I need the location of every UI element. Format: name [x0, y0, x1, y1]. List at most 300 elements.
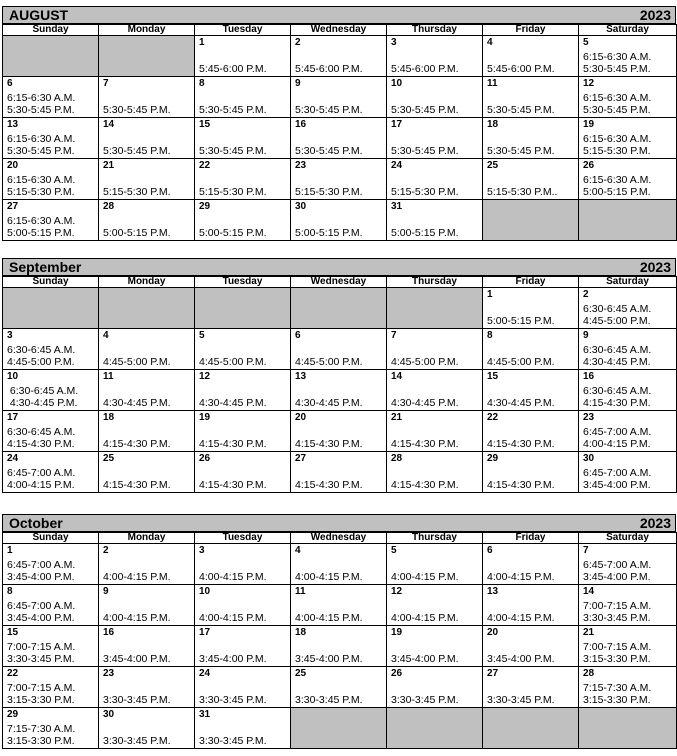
- time-slot: 4:00-4:15 P.M.: [295, 571, 363, 583]
- week-row: [3, 288, 677, 329]
- time-slots: [199, 438, 289, 450]
- time-slots: [295, 438, 385, 450]
- day-number: 5: [583, 37, 589, 48]
- day-cell: [195, 200, 291, 241]
- day-cell: [483, 118, 579, 159]
- day-number: 15: [7, 627, 19, 638]
- day-number: 26: [583, 160, 595, 171]
- time-slot: 3:30-3:45 P.M.: [487, 694, 555, 706]
- day-cell: [291, 411, 387, 452]
- time-slots: [391, 438, 481, 450]
- time-slots: [295, 356, 385, 368]
- time-slots: [391, 186, 481, 198]
- time-slot: 4:15-4:30 P.M.: [295, 438, 363, 450]
- time-slot: 4:00-4:15 P.M.: [7, 479, 75, 491]
- weekday-label: Thursday: [387, 533, 483, 544]
- time-slots: [103, 735, 193, 747]
- time-slot: 3:30-3:45 P.M.: [199, 735, 267, 747]
- day-number: 15: [487, 371, 499, 382]
- day-cell: [387, 36, 483, 77]
- day-cell: [3, 585, 99, 626]
- day-number: 8: [199, 78, 205, 89]
- day-number: 12: [583, 78, 595, 89]
- day-cell: [291, 77, 387, 118]
- week-row: [3, 77, 677, 118]
- time-slot: 5:00-5:15 P.M.: [295, 227, 363, 239]
- day-cell: [291, 626, 387, 667]
- day-number: 18: [103, 412, 115, 423]
- week-row: [3, 118, 677, 159]
- time-slot: 4:15-4:30 P.M.: [199, 479, 267, 491]
- day-cell: [195, 626, 291, 667]
- day-number: 21: [103, 160, 115, 171]
- day-cell: [387, 77, 483, 118]
- time-slots: [199, 571, 289, 583]
- time-slot: 3:45-4:00 P.M.: [295, 653, 363, 665]
- time-slots: [583, 174, 675, 198]
- empty-day-cell: [195, 288, 291, 329]
- time-slots: [487, 104, 577, 116]
- day-cell: [195, 544, 291, 585]
- day-cell: [387, 329, 483, 370]
- day-number: 4: [295, 545, 301, 556]
- time-slot: 5:30-5:45 P.M.: [487, 145, 555, 157]
- day-number: 22: [487, 412, 499, 423]
- time-slot: 6:15-6:30 A.M.: [583, 133, 652, 145]
- week-row: [3, 329, 677, 370]
- week-row: [3, 544, 677, 585]
- time-slots: [583, 385, 675, 409]
- time-slot: 4:00-4:15 P.M.: [199, 571, 267, 583]
- time-slots: [103, 694, 193, 706]
- day-cell: [483, 544, 579, 585]
- time-slots: [103, 612, 193, 624]
- day-number: 9: [295, 78, 301, 89]
- week-row: [3, 708, 677, 749]
- month-block: [2, 258, 676, 493]
- month-grid: [2, 24, 677, 241]
- time-slots: [7, 723, 97, 747]
- time-slots: [487, 63, 577, 75]
- day-number: 2: [583, 289, 589, 300]
- day-number: 13: [295, 371, 307, 382]
- time-slots: [7, 559, 97, 583]
- time-slot: 5:15-5:30 P.M.: [103, 186, 171, 198]
- empty-day-cell: [99, 288, 195, 329]
- time-slots: [487, 186, 577, 198]
- time-slot: 4:00-4:15 P.M.: [199, 612, 267, 624]
- day-cell: [387, 370, 483, 411]
- day-cell: [99, 667, 195, 708]
- time-slots: [391, 145, 481, 157]
- time-slot: 6:15-6:30 A.M.: [7, 215, 76, 227]
- day-number: 19: [583, 119, 595, 130]
- day-number: 28: [583, 668, 595, 679]
- day-cell: [387, 200, 483, 241]
- empty-day-cell: [291, 288, 387, 329]
- time-slots: [103, 145, 193, 157]
- time-slot: 5:00-5:15 P.M.: [7, 227, 75, 239]
- time-slots: [199, 612, 289, 624]
- time-slots: [487, 612, 577, 624]
- weekday-label: Friday: [483, 25, 579, 36]
- day-cell: [3, 544, 99, 585]
- time-slot: 4:00-4:15 P.M.: [295, 612, 363, 624]
- month-grid: [2, 532, 677, 749]
- day-cell: [387, 667, 483, 708]
- day-cell: [291, 329, 387, 370]
- time-slots: [583, 467, 675, 491]
- time-slot: 4:00-4:15 P.M.: [583, 438, 651, 450]
- day-number: 1: [487, 289, 493, 300]
- day-number: 14: [103, 119, 115, 130]
- time-slots: [7, 426, 97, 450]
- day-number: 7: [391, 330, 397, 341]
- time-slots: [391, 612, 481, 624]
- time-slots: [103, 356, 193, 368]
- time-slots: [199, 653, 289, 665]
- day-cell: [3, 452, 99, 493]
- day-cell: [483, 77, 579, 118]
- time-slots: [487, 438, 577, 450]
- day-number: 1: [199, 37, 205, 48]
- time-slots: [295, 63, 385, 75]
- day-cell: [291, 544, 387, 585]
- day-number: 29: [7, 709, 19, 720]
- time-slots: [295, 571, 385, 583]
- time-slot: 3:15-3:30 P.M.: [583, 653, 651, 665]
- day-cell: [99, 118, 195, 159]
- day-number: 29: [199, 201, 211, 212]
- time-slot: 6:30-6:45 A.M.: [583, 303, 652, 315]
- day-number: 15: [199, 119, 211, 130]
- day-cell: [579, 118, 677, 159]
- day-cell: [195, 585, 291, 626]
- day-number: 26: [391, 668, 403, 679]
- day-cell: [195, 411, 291, 452]
- time-slot: 6:30-6:45 A.M.: [7, 426, 76, 438]
- week-row: [3, 585, 677, 626]
- day-cell: [579, 329, 677, 370]
- time-slot: 7:00-7:15 A.M.: [583, 600, 652, 612]
- week-row: [3, 411, 677, 452]
- day-number: 11: [295, 586, 306, 597]
- day-cell: [579, 626, 677, 667]
- time-slot: 4:15-4:30 P.M.: [103, 438, 171, 450]
- day-number: 17: [391, 119, 403, 130]
- day-number: 19: [391, 627, 403, 638]
- time-slots: [199, 227, 289, 239]
- day-number: 5: [199, 330, 205, 341]
- time-slot: 4:15-4:30 P.M.: [487, 479, 555, 491]
- time-slot: 5:15-5:30 P.M.: [391, 186, 459, 198]
- time-slots: [487, 571, 577, 583]
- time-slot: 4:15-4:30 P.M.: [391, 479, 459, 491]
- time-slots: [391, 63, 481, 75]
- day-cell: [99, 585, 195, 626]
- day-cell: [291, 118, 387, 159]
- month-year: 2023: [639, 7, 671, 23]
- time-slot: 3:15-3:30 P.M.: [7, 735, 75, 747]
- day-cell: [3, 411, 99, 452]
- time-slot: 5:00-5:15 P.M.: [487, 315, 555, 327]
- day-cell: [387, 544, 483, 585]
- time-slot: 5:45-6:00 P.M.: [199, 63, 267, 75]
- day-cell: [195, 118, 291, 159]
- day-cell: [483, 329, 579, 370]
- time-slot: 5:30-5:45 P.M.: [199, 104, 267, 116]
- week-row: [3, 667, 677, 708]
- day-number: 17: [7, 412, 19, 423]
- weekday-label: Friday: [483, 533, 579, 544]
- day-cell: [195, 667, 291, 708]
- time-slot: 5:00-5:15 P.M.: [103, 227, 171, 239]
- day-cell: [3, 77, 99, 118]
- day-number: 24: [7, 453, 19, 464]
- time-slot: 5:00-5:15 P.M.: [199, 227, 267, 239]
- empty-day-cell: [387, 708, 483, 749]
- time-slot: 3:45-4:00 P.M.: [7, 612, 75, 624]
- day-cell: [3, 329, 99, 370]
- time-slots: [391, 397, 481, 409]
- time-slot: 4:30-4:45 P.M.: [295, 397, 363, 409]
- time-slots: [103, 186, 193, 198]
- weekday-label: Friday: [483, 277, 579, 288]
- day-cell: [99, 452, 195, 493]
- time-slots: [487, 653, 577, 665]
- time-slot: 7:00-7:15 A.M.: [7, 682, 76, 694]
- time-slot: 7:15-7:30 A.M.: [7, 723, 76, 735]
- time-slot: 6:30-6:45 A.M.: [7, 344, 76, 356]
- day-cell: [579, 159, 677, 200]
- month-grid: [2, 276, 677, 493]
- time-slot: 4:00-4:15 P.M.: [391, 612, 459, 624]
- day-cell: [99, 411, 195, 452]
- day-number: 16: [295, 119, 307, 130]
- time-slots: [487, 145, 577, 157]
- time-slots: [487, 694, 577, 706]
- time-slot: 3:30-3:45 P.M.: [199, 694, 267, 706]
- time-slots: [583, 133, 675, 157]
- weekday-label: Tuesday: [195, 533, 291, 544]
- weekday-label: Wednesday: [291, 533, 387, 544]
- time-slots: [487, 315, 577, 327]
- time-slot: 5:15-5:30 P.M.: [7, 186, 75, 198]
- month-year: 2023: [639, 515, 671, 531]
- time-slot: 3:45-4:00 P.M.: [391, 653, 459, 665]
- time-slot: 4:45-5:00 P.M.: [295, 356, 363, 368]
- time-slot: 6:15-6:30 A.M.: [583, 174, 652, 186]
- time-slots: [103, 653, 193, 665]
- time-slots: [199, 694, 289, 706]
- time-slot: 6:15-6:30 A.M.: [583, 92, 652, 104]
- day-number: 27: [295, 453, 307, 464]
- time-slots: [103, 104, 193, 116]
- day-cell: [195, 452, 291, 493]
- time-slot: 4:00-4:15 P.M.: [103, 612, 171, 624]
- time-slots: [7, 133, 97, 157]
- time-slot: 6:30-6:45 A.M.: [583, 344, 652, 356]
- weekday-label: Sunday: [3, 533, 99, 544]
- time-slots: [7, 467, 97, 491]
- time-slot: 3:30-3:45 P.M.: [295, 694, 363, 706]
- time-slots: [7, 92, 97, 116]
- day-number: 28: [103, 201, 115, 212]
- time-slot: 5:30-5:45 P.M.: [199, 145, 267, 157]
- day-cell: [387, 118, 483, 159]
- day-number: 7: [103, 78, 109, 89]
- time-slot: 5:30-5:45 P.M.: [295, 145, 363, 157]
- day-cell: [291, 452, 387, 493]
- day-number: 18: [487, 119, 499, 130]
- time-slots: [199, 186, 289, 198]
- day-cell: [195, 159, 291, 200]
- time-slot: 6:45-7:00 A.M.: [7, 600, 76, 612]
- day-number: 13: [7, 119, 19, 130]
- time-slot: 5:30-5:45 P.M.: [7, 104, 75, 116]
- day-cell: [99, 370, 195, 411]
- time-slot: 6:45-7:00 A.M.: [7, 467, 76, 479]
- time-slot: 4:45-5:00 P.M.: [199, 356, 267, 368]
- time-slots: [295, 694, 385, 706]
- day-cell: [291, 667, 387, 708]
- day-cell: [387, 159, 483, 200]
- month-header: [2, 514, 676, 532]
- time-slot: 3:45-4:00 P.M.: [7, 571, 75, 583]
- weekday-label: Wednesday: [291, 277, 387, 288]
- time-slot: 5:15-5:30 P.M.: [199, 186, 267, 198]
- time-slots: [583, 559, 675, 583]
- time-slot: 6:15-6:30 A.M.: [7, 174, 76, 186]
- time-slot: 5:15-5:30 P.M.: [583, 145, 651, 157]
- day-number: 18: [295, 627, 307, 638]
- time-slot: 4:45-5:00 P.M.: [103, 356, 171, 368]
- day-cell: [195, 329, 291, 370]
- empty-day-cell: [483, 708, 579, 749]
- day-cell: [99, 77, 195, 118]
- time-slot: 4:45-5:00 P.M.: [583, 315, 651, 327]
- day-number: 19: [199, 412, 211, 423]
- time-slots: [199, 63, 289, 75]
- day-number: 31: [199, 709, 211, 720]
- time-slot: 4:30-4:45 P.M.: [7, 397, 78, 409]
- day-number: 23: [583, 412, 595, 423]
- time-slot: 4:00-4:15 P.M.: [103, 571, 171, 583]
- time-slot: 4:15-4:30 P.M.: [487, 438, 555, 450]
- day-cell: [195, 708, 291, 749]
- day-cell: [291, 36, 387, 77]
- day-number: 3: [7, 330, 13, 341]
- weekday-label: Saturday: [579, 533, 677, 544]
- day-cell: [483, 288, 579, 329]
- time-slots: [295, 653, 385, 665]
- time-slot: 3:45-4:00 P.M.: [583, 479, 651, 491]
- week-row: [3, 200, 677, 241]
- time-slot: 4:15-4:30 P.M.: [583, 397, 651, 409]
- weekday-label: Sunday: [3, 25, 99, 36]
- day-number: 27: [7, 201, 19, 212]
- day-cell: [3, 200, 99, 241]
- month-header: [2, 6, 676, 24]
- time-slots: [7, 385, 97, 409]
- day-number: 25: [487, 160, 499, 171]
- day-number: 25: [295, 668, 307, 679]
- time-slot: 4:30-4:45 P.M.: [103, 397, 171, 409]
- empty-day-cell: [387, 288, 483, 329]
- time-slots: [583, 51, 675, 75]
- time-slot: 3:30-3:45 P.M.: [103, 735, 171, 747]
- day-number: 10: [199, 586, 211, 597]
- time-slots: [583, 426, 675, 450]
- time-slot: 7:15-7:30 A.M.: [583, 682, 652, 694]
- time-slot: 6:45-7:00 A.M.: [583, 559, 652, 571]
- time-slot: 5:30-5:45 P.M.: [103, 104, 171, 116]
- month-block: [2, 514, 676, 749]
- time-slot: 5:00-5:15 P.M.: [391, 227, 459, 239]
- day-cell: [3, 626, 99, 667]
- weekday-label: Saturday: [579, 25, 677, 36]
- time-slots: [295, 227, 385, 239]
- weekday-label: Monday: [99, 277, 195, 288]
- week-row: [3, 626, 677, 667]
- weekday-header-row: [3, 25, 677, 36]
- day-number: 11: [103, 371, 114, 382]
- day-number: 8: [487, 330, 493, 341]
- time-slots: [487, 397, 577, 409]
- time-slot: 6:45-7:00 A.M.: [583, 426, 652, 438]
- day-cell: [483, 411, 579, 452]
- day-number: 11: [487, 78, 498, 89]
- time-slot: 4:15-4:30 P.M.: [7, 438, 75, 450]
- day-number: 30: [103, 709, 115, 720]
- month-name: AUGUST: [9, 7, 69, 23]
- time-slots: [103, 227, 193, 239]
- day-cell: [99, 544, 195, 585]
- day-number: 6: [7, 78, 13, 89]
- time-slot: 3:45-4:00 P.M.: [103, 653, 171, 665]
- day-number: 27: [487, 668, 499, 679]
- day-number: 2: [295, 37, 301, 48]
- time-slots: [583, 600, 675, 624]
- time-slot: 3:30-3:45 P.M.: [103, 694, 171, 706]
- day-number: 24: [391, 160, 403, 171]
- day-cell: [99, 626, 195, 667]
- day-cell: [483, 159, 579, 200]
- time-slot: 3:30-3:45 P.M.: [7, 653, 75, 665]
- time-slot: 3:30-3:45 P.M.: [583, 612, 651, 624]
- day-number: 30: [295, 201, 307, 212]
- weekday-header-row: [3, 277, 677, 288]
- time-slots: [583, 344, 675, 368]
- day-number: 26: [199, 453, 211, 464]
- day-number: 12: [199, 371, 211, 382]
- day-number: 10: [7, 371, 19, 382]
- weekday-label: Monday: [99, 533, 195, 544]
- time-slot: 4:45-5:00 P.M.: [487, 356, 555, 368]
- day-number: 10: [391, 78, 403, 89]
- time-slot: 4:45-5:00 P.M.: [391, 356, 459, 368]
- day-number: 13: [487, 586, 499, 597]
- day-cell: [483, 452, 579, 493]
- month-year: 2023: [639, 259, 671, 275]
- time-slots: [103, 397, 193, 409]
- time-slots: [295, 612, 385, 624]
- day-cell: [291, 370, 387, 411]
- day-cell: [3, 118, 99, 159]
- day-number: 3: [391, 37, 397, 48]
- day-number: 3: [199, 545, 205, 556]
- weekday-label: Sunday: [3, 277, 99, 288]
